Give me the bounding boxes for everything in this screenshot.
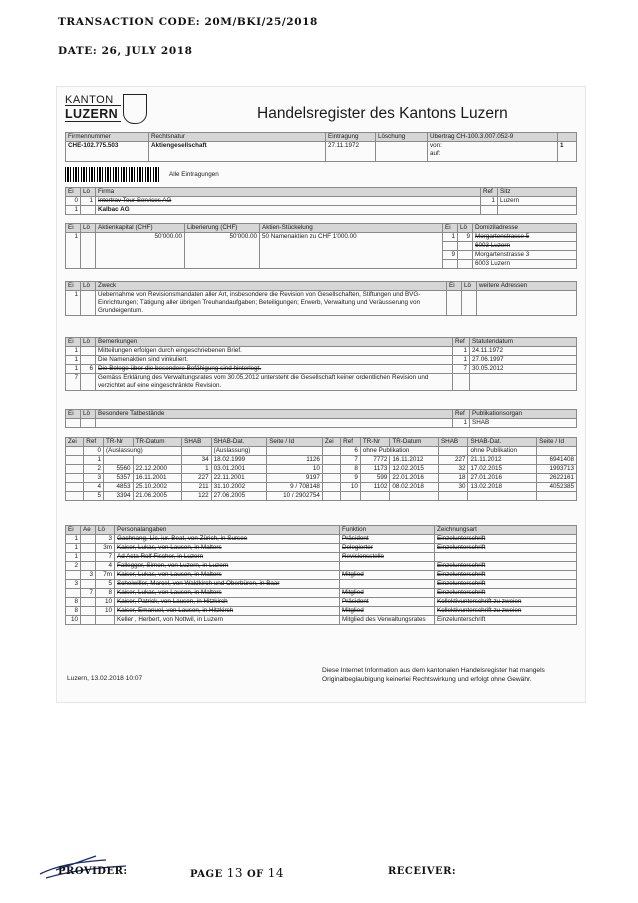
person-row: 10 Keller , Herbert, von Nottwil, in Luzern Mitglied des Verwaltungsrates Einzelunterschrift [66, 616, 577, 625]
logo-kanton-text: KANTON [65, 94, 114, 106]
person-row: 8 10 Kaiser, Emanuel, von Lausen, in Hitzkirch Mitglied Kollektivunterschrift zu zweien [66, 607, 577, 616]
capital-table: Ei Lö Aktienkapital (CHF) Liberierung (CHF) Aktien-Stückelung Ei Lö Domiziladresse 1 50'000.00 50'000.00 50 Namenaktien zu CHF 1'000.00 1 9 Morgartenstrasse 5 6003 Luzern 9 Morgartenstrasse 3 6003 Luzern [65, 223, 577, 269]
register-title: Handelsregister des Kantons Luzern [257, 105, 508, 122]
person-row: 1 3 Gachnang, Lic. iur. Beat, von Zürich, in Sursee Präsident Einzelunterschrift [66, 535, 577, 544]
all-entries-label: Alle Eintragungen [169, 171, 219, 178]
company-header-table: Firmennummer Rechtsnatur Eintragung Löschung Übertrag CH-100.3.007.052-9 CHE-102.775.503 Aktiengesellschaft 27.11.1972 von: auf: 1 [65, 132, 577, 162]
person-row: 1 3m Kaiser, Lukas, von Lausen, in Malters Delegierter Einzelunterschrift [66, 544, 577, 553]
special-facts-table: Ei Lö Besondere Tatbestände Ref Publikationsorgan 1 SHAB [65, 409, 577, 428]
kanton-luzern-logo [65, 94, 147, 126]
remarks-table: Ei Lö Bemerkungen Ref Statutendatum 1 Mitteilungen erfolgen durch eingeschriebenen Brief. 1 24.11.1972 1 Die Namenaktien sind vinkuliert. 1 27.06.1997 1 6 Die Belege über die besondere Befähigung sind hinterlegt. 7 30.05.2012 7 Gemäss Erklärung des Verwaltungsrates vom 30.05.2012 untersteht die Gesellschaft keiner ordentlichen Revision und verzichtet auf eine eingeschränkte Revision. [65, 337, 577, 391]
receiver-label: RECEIVER: [388, 866, 457, 877]
register-extract-scan [56, 86, 586, 703]
persons-table: Ei Ae Lö Personalangaben Funktion Zeichnungsart 1 3 Gachnang, Lic. iur. Beat, von Zürich, in Sursee Präsident Einzelunterschrift 1 3m Kaiser, Lukas, von Lausen, in Malters Delegierter Einzelunterschrift 1 7 Ad Acta Rolf Fischer, in Luzern Revisionsstelle 2 4 Fallegger, Simon, von Luzern, in Luzern Einzelunterschrift 3 7m Kaiser, Lukas, von Lausen, in Malters Mitglied Einzelunterschrift 3 5 Scheiwiller, Marcel, von Waldkirch und Oberbüren, in Baar Einzelunterschrift 7 8 Kaiser, Lukas, von Lausen, in Malters Mitglied Einzelunterschrift 8 10 Kaiser, Patrick, von Lausen, in Hitzkirch Präsident Kollektivunterschrift zu zweien 8 10 Kaiser, Emanuel, von Lausen, in Hitzkirch Mitglied Kollektivunterschrift zu zweien 10 Keller , Herbert, von Nottwil, in Luzern Mitglied des Verwaltungsrates Einzelunterschrift [65, 525, 577, 625]
firma-table: Ei Lö Firma Ref Sitz 0 1 Intertrav Tour Services AG 1 Luzern 1 Kalbac AG [65, 187, 577, 215]
document-date: DATE: 26, JULY 2018 [58, 45, 193, 57]
provider-label: PROVIDER: [58, 866, 128, 877]
extract-timestamp: Luzern, 13.02.2018 10:07 [67, 675, 143, 682]
purpose-table: Ei Lö Zweck Ei Lö weitere Adressen 1 Uebernahme von Revisionsmandaten aller Art, insbesondere die Revision von Gesellschaften, Stiftungen und BVG-Einrichtungen; Tätigung aller übrigen Treuhandaufgaben; Beteiligungen; Erwerb, Verwaltung und Veräusserung von Grundeigentum. [65, 281, 577, 316]
person-row: 8 10 Kaiser, Patrick, von Lausen, in Hitzkirch Präsident Kollektivunterschrift zu zweien [66, 598, 577, 607]
coat-of-arms-icon [123, 94, 147, 124]
person-row: 2 4 Fallegger, Simon, von Luzern, in Luzern Einzelunterschrift [66, 562, 577, 571]
logo-luzern-text: LUZERN [65, 107, 119, 121]
person-row: 3 5 Scheiwiller, Marcel, von Waldkirch und Oberbüren, in Baar Einzelunterschrift [66, 580, 577, 589]
transaction-code: TRANSACTION CODE: 20M/BKI/25/2018 [58, 16, 318, 28]
person-row: 1 7 Ad Acta Rolf Fischer, in Luzern Revisionsstelle [66, 553, 577, 562]
barcode [65, 167, 160, 182]
disclaimer: Diese Internet Information aus dem kantonalen Handelsregister hat mangels Originalbeglaubigung keinerlei Rechtswirkung und erfolgt ohne Gewähr. [322, 667, 545, 683]
person-row: 7 8 Kaiser, Lukas, von Lausen, in Malters Mitglied Einzelunterschrift [66, 589, 577, 598]
page-indicator: PAGE 13 OF 14 [190, 866, 285, 880]
publication-table: Zei Ref TR-Nr TR-Datum SHAB SHAB-Dat. Seite / Id Zei Ref TR-Nr TR-Datum SHAB SHAB-Dat. Seite / Id 0 (Auslassung) (Auslassung) 6 ohne Publikation ohne Publikation 1 34 18.02.1999 1126 7 7772 16.11.2012 227 21.11.2012 6941408 2 5560 22.12.2000 1 03.01.2001 10 8 1173 12.02.2015 32 17.02.2015 1993713 3 5357 16.11.2001 227 22.11.2001 9197 9 599 22.01.2016 18 27.01.2016 2622161 4 4853 25.10.2002 211 31.10.2002 9 / 708148 10 1102 08.02.2018 30 13.02.2018 4052385 5 3394 21.06.2005 122 27.06.2005 10 / 2902754 [65, 437, 577, 501]
person-row: 3 7m Kaiser, Lukas, von Lausen, in Malters Mitglied Einzelunterschrift [66, 571, 577, 580]
